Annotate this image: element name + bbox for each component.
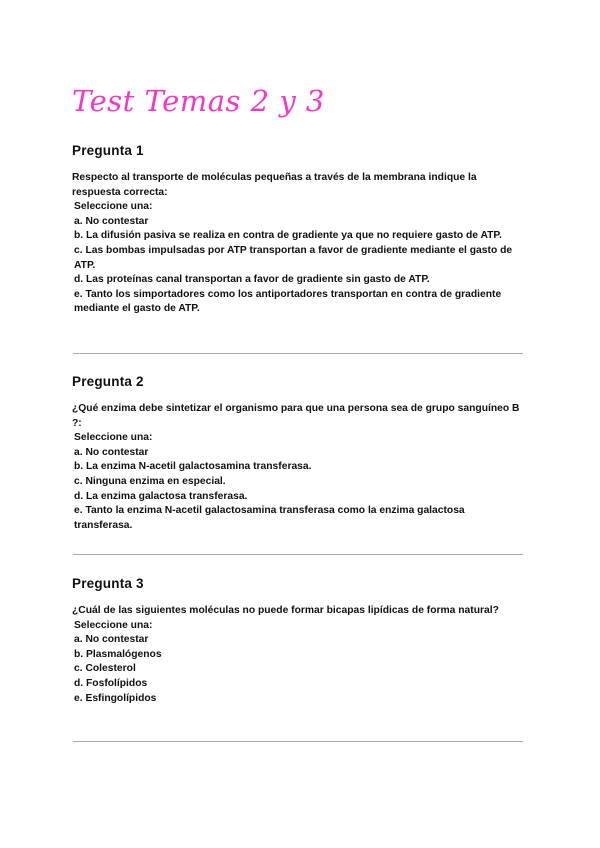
question-2-heading: Pregunta 2 bbox=[72, 374, 144, 389]
question-1-body bbox=[72, 171, 522, 317]
question-3-option-e: e. Esfingolípidos bbox=[74, 692, 157, 704]
question-2-option-b: b. La enzima N-acetil galactosamina transferasa. bbox=[74, 461, 312, 473]
question-2-option-d: d. La enzima galactosa transferasa. bbox=[74, 490, 248, 502]
page-title: Test Temas 2 y 3 bbox=[72, 84, 325, 118]
divider bbox=[73, 353, 523, 354]
question-1-text: Respecto al transporte de moléculas pequeñas a través de la membrana indique la respuesta correcta: bbox=[72, 172, 477, 198]
question-3-body bbox=[72, 604, 522, 706]
question-3-option-a: a. No contestar bbox=[74, 634, 149, 646]
question-1-prompt: Seleccione una: bbox=[74, 201, 153, 213]
question-3-text: ¿Cuál de las siguientes moléculas no puede formar bicapas lipídicas de forma natural? bbox=[72, 605, 499, 616]
question-3-heading: Pregunta 3 bbox=[72, 576, 144, 591]
question-2-option-a: a. No contestar bbox=[74, 446, 149, 458]
question-3-option-c: c. Colesterol bbox=[74, 663, 136, 675]
question-2-text: ¿Qué enzima debe sintetizar el organismo para que una persona sea de grupo sanguíneo B ?: bbox=[72, 403, 520, 429]
question-2-option-c: c. Ninguna enzima en especial. bbox=[74, 475, 226, 487]
question-3-option-d: d. Fosfolípidos bbox=[74, 677, 148, 689]
question-2-prompt: Seleccione una: bbox=[74, 432, 153, 444]
question-2-option-e: e. Tanto la enzima N-acetil galactosamina transferasa como la enzima galactosa transferasa. bbox=[74, 505, 465, 531]
question-1-option-c: c. Las bombas impulsadas por ATP transportan a favor de gradiente mediante el gasto de ATP. bbox=[74, 244, 513, 271]
question-1-option-e: e. Tanto los simportadores como los antiportadores transportan en contra de gradiente mediante el gasto de ATP. bbox=[74, 288, 502, 315]
question-1-option-d: d. Las proteínas canal transportan a favor de gradiente sin gasto de ATP. bbox=[74, 274, 430, 286]
question-1-option-b: b. La difusión pasiva se realiza en contra de gradiente ya que no requiere gasto de ATP. bbox=[74, 230, 502, 242]
question-3-option-b: b. Plasmalógenos bbox=[74, 648, 162, 660]
question-2-body bbox=[72, 402, 522, 533]
divider bbox=[73, 554, 523, 555]
question-1-option-a: a. No contestar bbox=[74, 215, 149, 227]
question-1-heading: Pregunta 1 bbox=[72, 143, 144, 158]
divider bbox=[73, 741, 523, 742]
question-3-prompt: Seleccione una: bbox=[74, 619, 153, 631]
